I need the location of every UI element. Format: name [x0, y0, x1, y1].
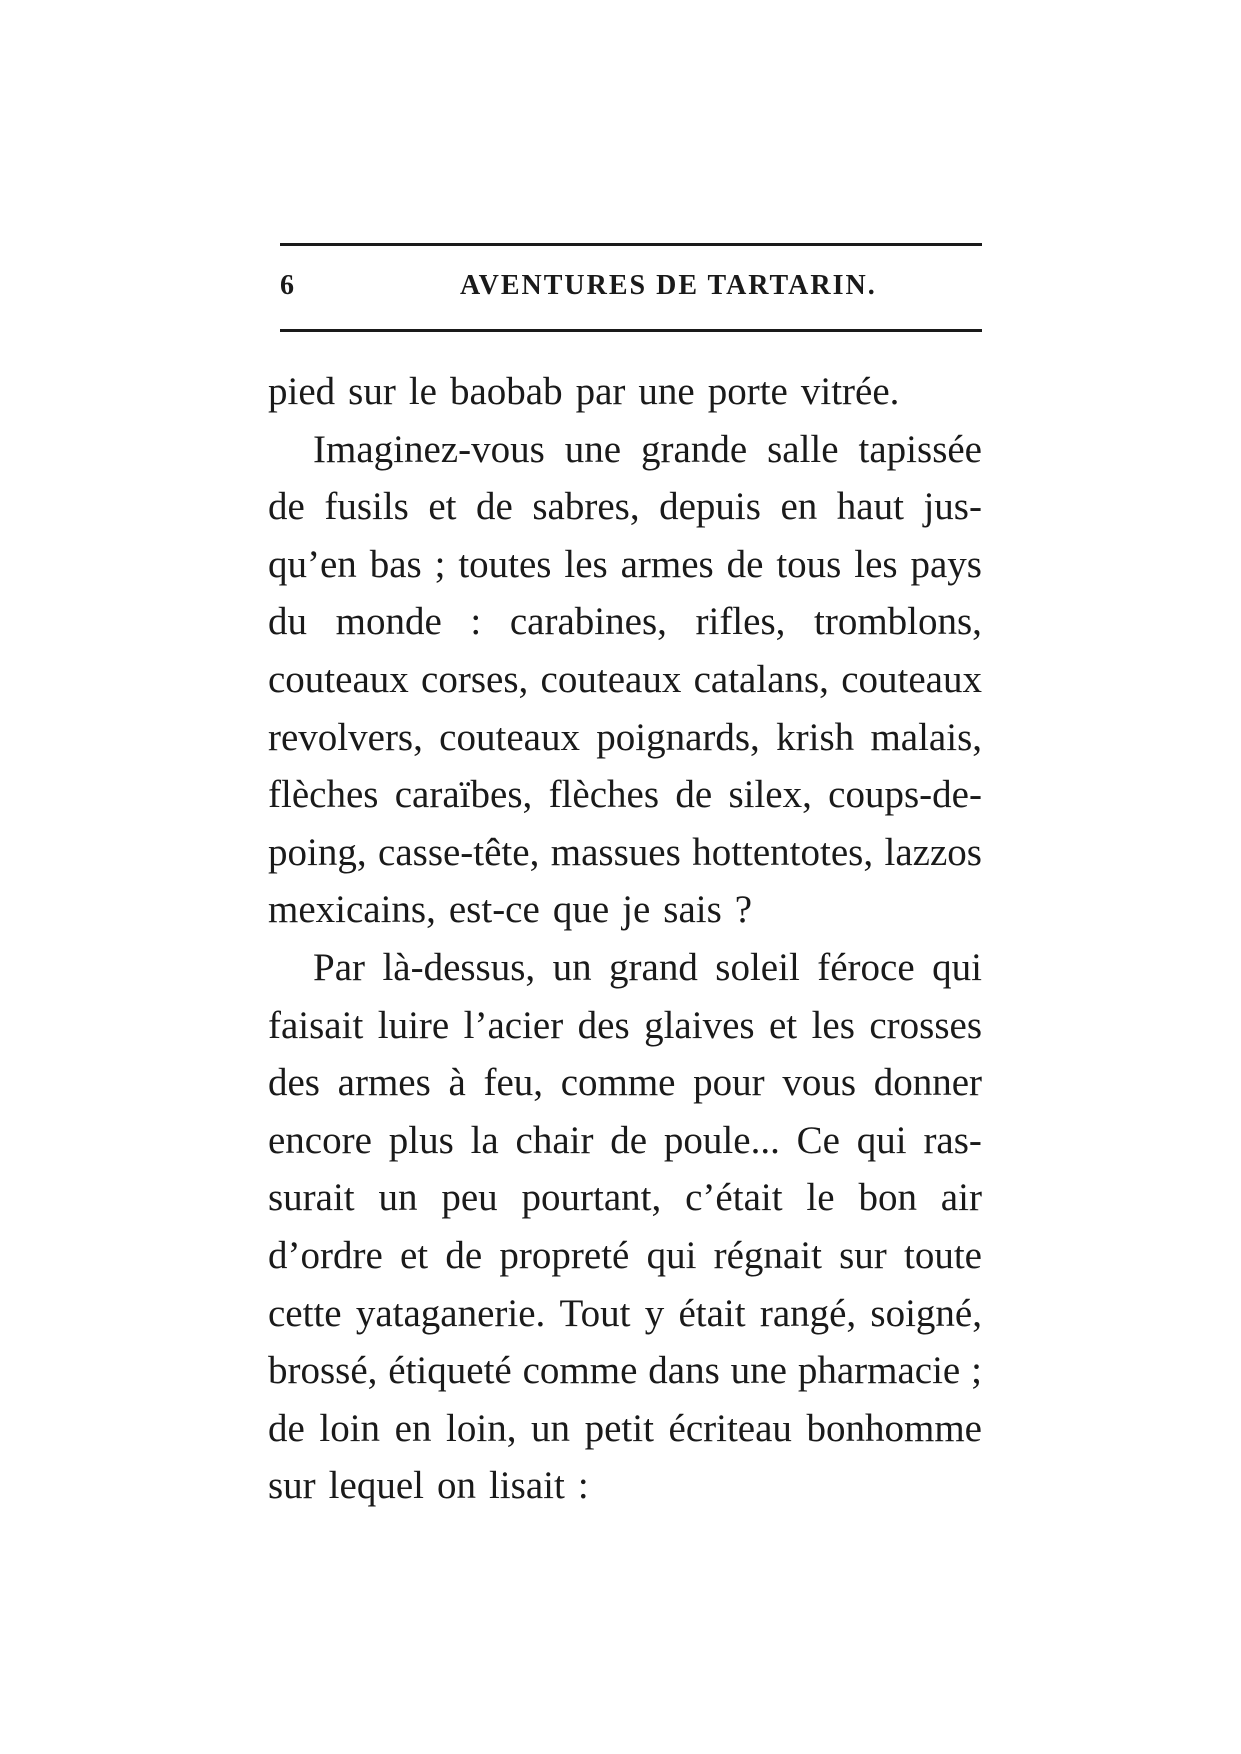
text-line: qu’en bas ; toutes les armes de tous les pays [268, 542, 982, 586]
text-line: des armes à feu, comme pour vous donner [268, 1061, 982, 1105]
text-line: encore plus la chair de poule... Ce qui ras- [268, 1118, 982, 1162]
text-line: d’ordre et de propreté qui régnait sur toute [268, 1233, 982, 1277]
text-line: brossé, étiqueté comme dans une pharmacie ; [268, 1349, 982, 1393]
text-line: pied sur le baobab par une porte vitrée. [268, 370, 900, 413]
running-head [280, 250, 982, 310]
running-title: AVENTURES DE TARTARIN. [460, 270, 877, 301]
text-line: de fusils et de sabres, depuis en haut jus- [268, 485, 982, 529]
text-line: faisait luire l’acier des glaives et les crosses [268, 1003, 982, 1047]
text-line: poing, casse-tête, massues hottentotes, lazzos [268, 830, 982, 874]
text-line: flèches caraïbes, flèches de silex, coups-de- [268, 773, 982, 817]
header-rule-bottom [280, 329, 982, 332]
text-line: sur lequel on lisait : [268, 1464, 589, 1508]
text-line: Imaginez-vous une grande salle tapissée [313, 427, 982, 471]
text-line: de loin en loin, un petit écriteau bonhomme [268, 1406, 982, 1450]
text-line: couteaux corses, couteaux catalans, couteaux [268, 657, 982, 701]
text-line: revolvers, couteaux poignards, krish malais, [268, 715, 982, 759]
text-line: cette yataganerie. Tout y était rangé, soigné, [268, 1291, 982, 1335]
text-line: Par là-dessus, un grand soleil féroce qui [313, 945, 982, 989]
text-line: du monde : carabines, rifles, tromblons, [268, 600, 982, 644]
body-text [268, 363, 982, 1515]
text-line: surait un peu pourtant, c’était le bon air [268, 1176, 982, 1220]
page-number: 6 [280, 270, 294, 301]
text-line: mexicains, est-ce que je sais ? [268, 888, 753, 932]
header-rule-top [280, 243, 982, 246]
